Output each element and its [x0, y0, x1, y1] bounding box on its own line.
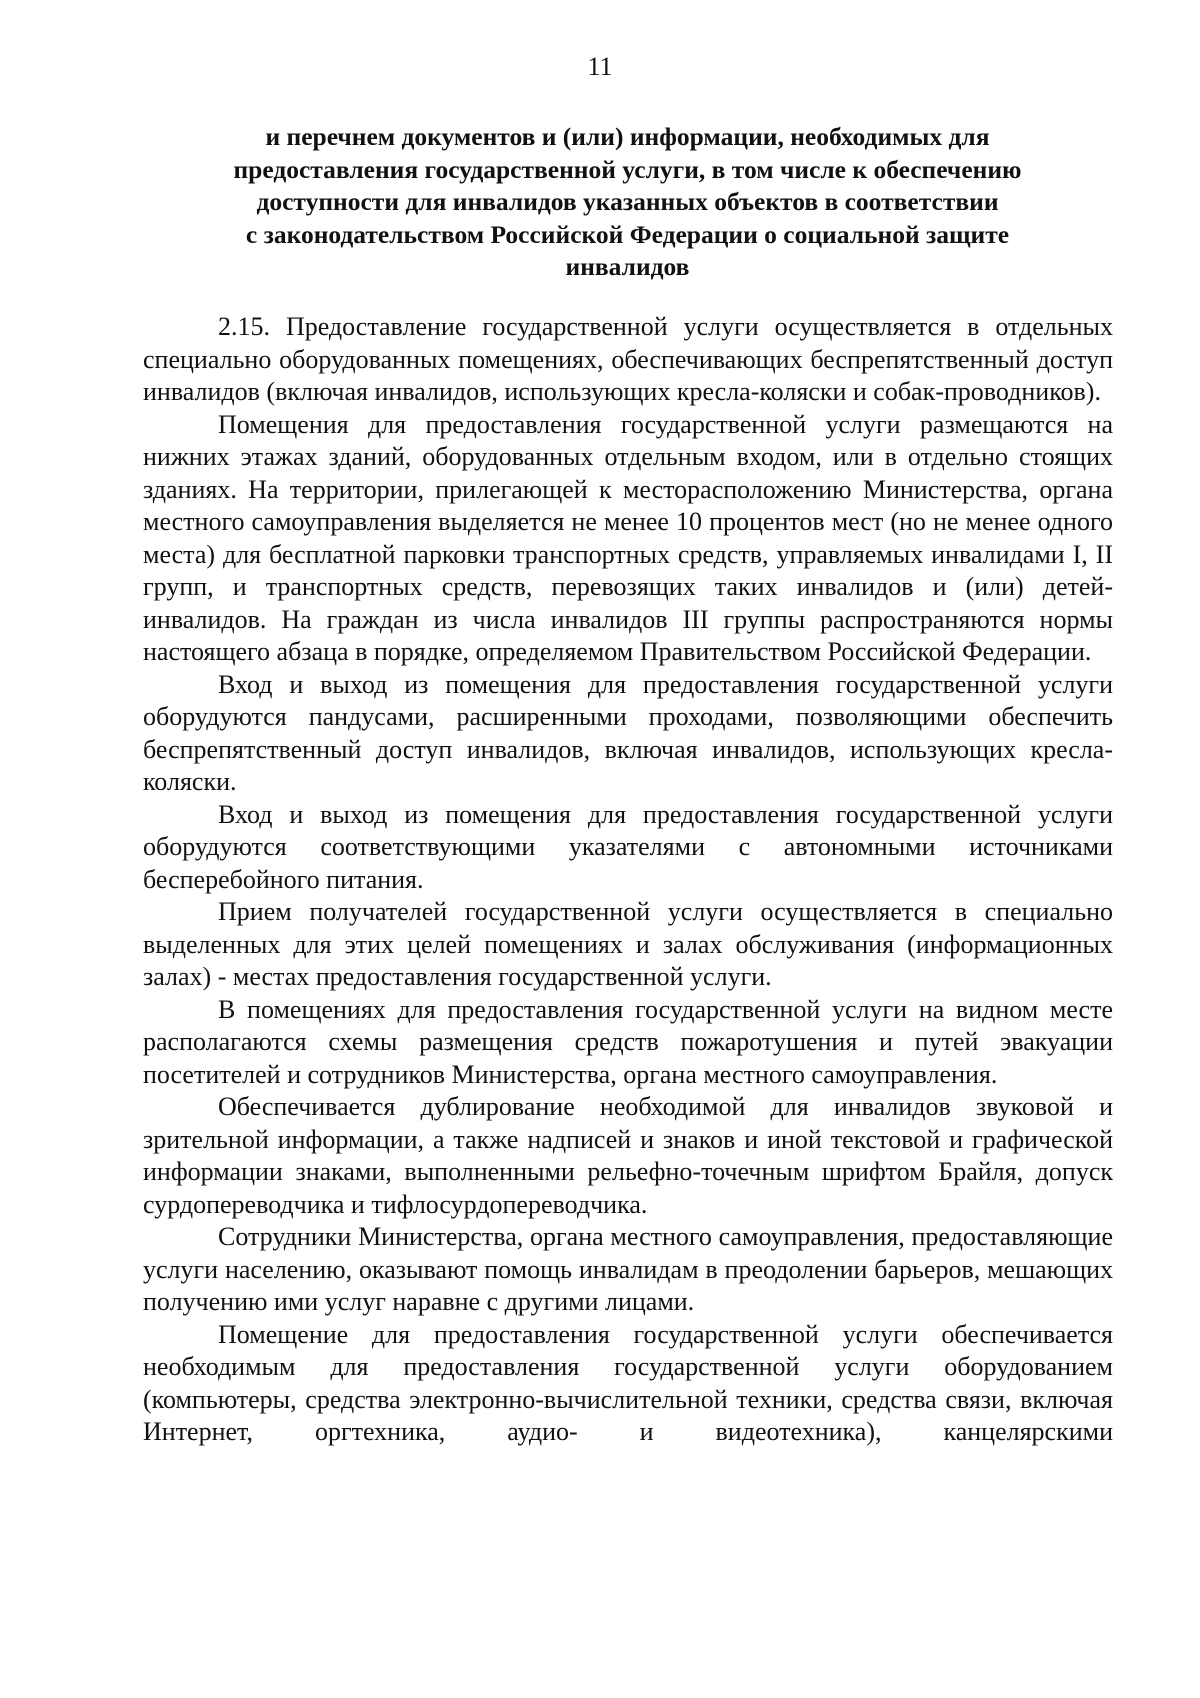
heading-line: инвалидов: [565, 252, 690, 281]
paragraph-evacuation-schemes: В помещениях для предоставления государственной услуги на видном месте располагаются схемы размещения средств пожаротушения и путей эвакуации посетителей и сотрудников Министерства, органа местного самоуправления.: [143, 994, 1113, 1089]
paragraph-entrance-signs: Вход и выход из помещения для предоставления государственной услуги оборудуются соответствующими указателями с автономными источниками бесперебойного питания.: [143, 799, 1113, 894]
paragraph-braille: Обеспечивается дублирование необходимой для инвалидов звуковой и зрительной информации, а также надписей и знаков и иной текстовой и графической информации знаками, выполненными рельефно-точечным шрифтом Брайля, допуск сурдопереводчика и тифлосурдопереводчика.: [143, 1092, 1113, 1219]
heading-line: с законодательством Российской Федерации о социальной защите: [245, 219, 1010, 249]
heading-line: доступности для инвалидов указанных объектов в соответствии: [256, 187, 999, 216]
paragraph-equipment: Помещение для предоставления государственной услуги обеспечивается необходимым для предоставления государственной услуги оборудованием (компьютеры, средства электронно-вычислительной техники, средства связи, включая Интернет, оргтехника, аудио- и видеотехника), канцелярскими: [143, 1319, 1113, 1446]
heading-line: предоставления государственной услуги, в том числе к обеспечению: [233, 154, 1022, 184]
heading-line: и перечнем документов и (или) информации, необходимых для: [265, 122, 990, 151]
paragraph-staff-assistance: Сотрудники Министерства, органа местного самоуправления, предоставляющие услуги населению, оказывают помощь инвалидам в преодолении барьеров, мешающих получению ими услуг наравне с другими лицами.: [143, 1222, 1113, 1316]
document-body: [143, 311, 1113, 1449]
page-number: 11: [587, 52, 613, 81]
paragraph-premises-location: Помещения для предоставления государственной услуги размещаются на нижних этажах зданий, оборудованных отдельным входом, или в отдельно стоящих зданиях. На территории, прилегающей к месторасположению Министерства, органа местного самоуправления выделяется не менее 10 процентов мест (но не менее одного места) для бесплатной парковки транспортных средств, управляемых инвалидами I, II групп, и транспортных средств, перевозящих таких инвалидов и (или) детей-инвалидов. На граждан из числа инвалидов III группы распространяются нормы настоящего абзаца в порядке, определяемом Правительством Российской Федерации.: [143, 409, 1113, 666]
paragraph-reception: Прием получателей государственной услуги осуществляется в специально выделенных для этих целей помещениях и залах обслуживания (информационных залах) - местах предоставления государственной услуги.: [143, 897, 1113, 991]
paragraph-entrance-ramps: Вход и выход из помещения для предоставления государственной услуги оборудуются пандусами, расширенными проходами, позволяющими обеспечить беспрепятственный доступ инвалидов, включая инвалидов, использующих кресла-коляски.: [143, 669, 1113, 796]
section-heading: [150, 121, 1105, 284]
paragraph-2-15: 2.15. Предоставление государственной услуги осуществляется в отдельных специально оборудованных помещениях, обеспечивающих беспрепятственный доступ инвалидов (включая инвалидов, использующих кресла-коляски и собак-проводников).: [143, 312, 1113, 406]
